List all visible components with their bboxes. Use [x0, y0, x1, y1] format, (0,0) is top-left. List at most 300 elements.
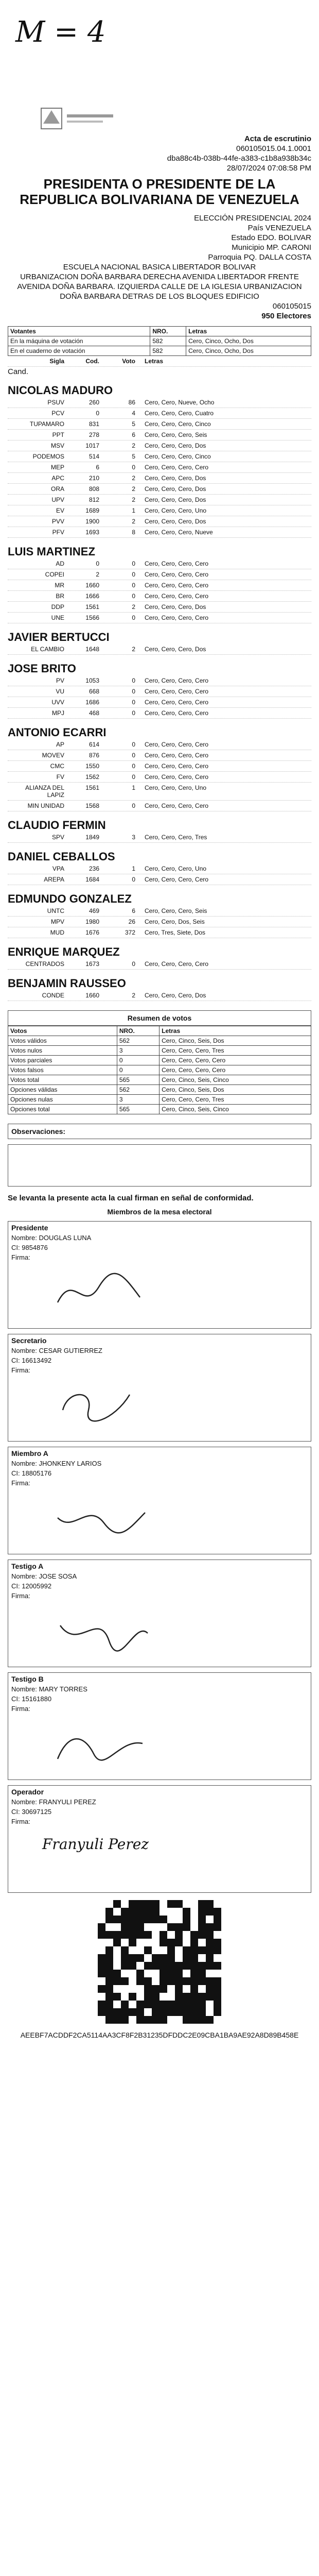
vote-row [8, 644, 311, 655]
header-voto: Voto [122, 358, 135, 365]
party-code: 1561 [85, 603, 99, 611]
party-votes-letters: Cero, Cero, Cero, Cero [145, 582, 209, 589]
member-box [8, 1785, 311, 1893]
electors-count: 950 Electores [261, 312, 311, 320]
header-cod: Cod. [85, 358, 99, 365]
party-votes: 0 [132, 688, 135, 695]
party-votes: 2 [132, 518, 135, 525]
party-sigla: TUPAMARO [29, 420, 64, 428]
party-votes-letters: Cero, Cero, Cero, Cero [145, 614, 209, 621]
closing-text: Se levanta la presente acta la cual firman en señal de conformidad. [8, 1194, 254, 1202]
vote-row [8, 863, 311, 874]
member-name: Nombre: FRANYULI PEREZ [11, 1798, 96, 1806]
party-sigla: CMC [50, 762, 64, 770]
signature-area [11, 1713, 308, 1774]
party-votes: 0 [132, 802, 135, 809]
member-ci: CI: 30697125 [11, 1808, 52, 1816]
party-code: 1660 [85, 992, 99, 999]
summary-cell: Cero, Cinco, Seis, Cinco [160, 1105, 311, 1114]
party-code: 614 [88, 741, 99, 748]
center-code: 060105015 [272, 302, 311, 311]
member-box [8, 1221, 311, 1329]
header-letras: Letras [145, 358, 164, 365]
center-address: URBANIZACION DOÑA BARBARA DERECHA AVENIDA LIBERTADOR FRENTE AVENIDA DOÑA BARBARA. IZQUIERDA CALLE DE LA IGLESIA URBANIZACION DOÑA BARBARA DETRAS DE LOS BLOQUES EDIFICIO [17, 273, 302, 301]
party-votes: 0 [132, 960, 135, 968]
parish: Parroquia PQ. DALLA COSTA [208, 253, 311, 262]
party-votes: 0 [132, 614, 135, 621]
vote-row [8, 959, 311, 970]
signature-icon [52, 1605, 155, 1656]
table-row [8, 1105, 311, 1114]
party-votes-letters: Cero, Cero, Cero, Tres [145, 834, 207, 841]
acta-serial: 060105015.04.1.0001 [236, 144, 311, 153]
voters-cell: En el cuaderno de votación [8, 346, 150, 356]
signature-area [11, 1261, 308, 1323]
party-sigla: ALIANZA DEL LAPIZ [25, 784, 64, 799]
vote-row [8, 591, 311, 602]
member-box [8, 1672, 311, 1780]
vote-row [8, 580, 311, 591]
vote-row [8, 495, 311, 505]
vote-row [8, 430, 311, 440]
party-votes-letters: Cero, Cero, Cero, Cero [145, 741, 209, 748]
summary-cell: Cero, Cinco, Seis, Dos [160, 1036, 311, 1046]
candidate-name: CLAUDIO FERMIN [8, 819, 106, 832]
party-sigla: BR [56, 592, 64, 600]
party-votes: 2 [132, 992, 135, 999]
party-votes-letters: Cero, Cero, Cero, Uno [145, 865, 207, 872]
summary-cell: 3 [117, 1095, 159, 1105]
party-votes: 2 [132, 485, 135, 493]
candidate-name: NICOLAS MADURO [8, 384, 113, 397]
party-sigla: UPV [51, 496, 64, 503]
party-sigla: MR [55, 582, 64, 589]
party-votes: 0 [132, 592, 135, 600]
party-votes: 0 [132, 876, 135, 883]
vote-row [8, 527, 311, 538]
party-votes-letters: Cero, Cero, Cero, Dos [145, 474, 206, 482]
party-code: 1561 [85, 784, 99, 791]
vote-row [8, 569, 311, 580]
party-sigla: PV [56, 677, 64, 684]
vote-row [8, 739, 311, 750]
vote-row [8, 419, 311, 430]
party-sigla: EL CAMBIO [31, 646, 64, 653]
party-sigla: UNE [51, 614, 64, 621]
member-firma: Firma: [11, 1705, 30, 1713]
party-votes-letters: Cero, Cero, Cero, Cero [145, 709, 209, 717]
party-votes: 1 [132, 507, 135, 514]
party-sigla: MOVEV [42, 752, 64, 759]
cne-logo-icon [36, 103, 118, 134]
members-title: Miembros de la mesa electoral [107, 1208, 212, 1216]
vote-row [8, 783, 311, 801]
vote-row [8, 917, 311, 927]
party-votes-letters: Cero, Cero, Dos, Seis [145, 918, 205, 925]
signature-area [11, 1825, 308, 1887]
member-name: Nombre: CESAR GUTIERREZ [11, 1347, 102, 1354]
party-votes-letters: Cero, Cero, Cero, Cero [145, 560, 209, 567]
table-row [8, 1095, 311, 1105]
summary-cell: Cero, Cinco, Seis, Cinco [160, 1075, 311, 1085]
party-votes-letters: Cero, Cero, Cero, Dos [145, 518, 206, 525]
member-role: Operador [11, 1788, 44, 1796]
vote-row [8, 686, 311, 697]
candidate-name: DANIEL CEBALLOS [8, 850, 115, 863]
party-votes: 0 [132, 709, 135, 717]
party-votes-letters: Cero, Cero, Cero, Cinco [145, 420, 211, 428]
party-votes-letters: Cero, Cero, Cero, Cero [145, 699, 209, 706]
signature-icon [52, 1379, 155, 1431]
center-name: ESCUELA NACIONAL BASICA LIBERTADOR BOLIVAR [63, 263, 256, 272]
header-cand: Cand. [8, 367, 29, 376]
party-sigla: AD [56, 560, 64, 567]
voters-cell: 582 [150, 346, 186, 356]
party-code: 1666 [85, 592, 99, 600]
summary-title: Resumen de votos [8, 1010, 311, 1026]
party-votes-letters: Cero, Cero, Cero, Cero [145, 464, 209, 471]
party-sigla: DDP [51, 603, 64, 611]
party-sigla: UVV [51, 699, 64, 706]
member-name: Nombre: MARY TORRES [11, 1685, 87, 1693]
summary-cell: 0 [117, 1056, 159, 1065]
party-sigla: MUD [50, 929, 64, 936]
member-firma: Firma: [11, 1818, 30, 1825]
party-votes: 372 [125, 929, 135, 936]
party-votes-letters: Cero, Cero, Nueve, Ocho [145, 399, 215, 406]
observations-label: Observaciones: [8, 1124, 311, 1139]
party-votes: 2 [132, 442, 135, 449]
vote-row [8, 505, 311, 516]
party-votes-letters: Cero, Cero, Cero, Cero [145, 677, 209, 684]
vote-row [8, 906, 311, 917]
table-row [8, 1065, 311, 1075]
party-code: 1849 [85, 834, 99, 841]
member-ci: CI: 15161880 [11, 1695, 52, 1703]
table-row [8, 1056, 311, 1065]
voters-header-votantes: Votantes [8, 327, 150, 336]
candidates-header [8, 356, 311, 367]
party-sigla: PVV [51, 518, 64, 525]
party-sigla: CONDE [42, 992, 64, 999]
summary-cell: Cero, Cinco, Seis, Dos [160, 1085, 311, 1095]
party-code: 876 [88, 752, 99, 759]
party-votes: 4 [132, 410, 135, 417]
party-votes-letters: Cero, Cero, Cero, Uno [145, 507, 207, 514]
party-votes: 0 [132, 773, 135, 781]
party-sigla: ORA [50, 485, 64, 493]
member-role: Secretario [11, 1336, 47, 1345]
summary-cell: Opciones nulas [8, 1095, 117, 1105]
candidate-name: EDMUNDO GONZALEZ [8, 892, 132, 905]
party-votes: 5 [132, 453, 135, 460]
party-votes-letters: Cero, Cero, Cero, Dos [145, 603, 206, 611]
party-votes-letters: Cero, Cero, Cero, Dos [145, 496, 206, 503]
party-code: 1550 [85, 762, 99, 770]
summary-header-letras: Letras [160, 1026, 311, 1036]
party-votes-letters: Cero, Cero, Cero, Dos [145, 485, 206, 493]
party-sigla: CENTRADOS [25, 960, 64, 968]
vote-row [8, 602, 311, 613]
summary-table [8, 1026, 311, 1114]
party-sigla: MIN UNIDAD [27, 802, 64, 809]
party-code: 1980 [85, 918, 99, 925]
vote-row [8, 473, 311, 484]
state: Estado EDO. BOLIVAR [231, 233, 311, 242]
party-votes: 0 [132, 677, 135, 684]
party-votes-letters: Cero, Cero, Cero, Dos [145, 442, 206, 449]
party-votes-letters: Cero, Cero, Cero, Cero [145, 773, 209, 781]
vote-row [8, 516, 311, 527]
summary-cell: Votos falsos [8, 1065, 117, 1075]
candidate-name: ENRIQUE MARQUEZ [8, 945, 120, 958]
party-code: 468 [88, 709, 99, 717]
member-ci: CI: 16613492 [11, 1357, 52, 1364]
party-votes: 0 [132, 582, 135, 589]
summary-cell: 3 [117, 1046, 159, 1056]
party-code: 1693 [85, 529, 99, 536]
party-votes: 0 [132, 699, 135, 706]
party-votes-letters: Cero, Cero, Cero, Uno [145, 784, 207, 791]
member-name: Nombre: JHONKENY LARIOS [11, 1460, 102, 1467]
party-votes: 6 [132, 907, 135, 914]
party-code: 1686 [85, 699, 99, 706]
candidate-name: BENJAMIN RAUSSEO [8, 977, 126, 990]
member-role: Testigo A [11, 1562, 44, 1570]
party-sigla: AP [56, 741, 64, 748]
table-row [8, 346, 311, 356]
party-code: 831 [88, 420, 99, 428]
party-code: 0 [96, 560, 99, 567]
summary-cell: 562 [117, 1036, 159, 1046]
party-code: 236 [88, 865, 99, 872]
voters-cell: Cero, Cinco, Ocho, Dos [186, 336, 311, 346]
party-code: 260 [88, 399, 99, 406]
party-votes-letters: Cero, Cero, Cero, Cero [145, 960, 209, 968]
signature-area [11, 1487, 308, 1549]
vote-row [8, 697, 311, 708]
summary-cell: Cero, Cero, Cero, Tres [160, 1046, 311, 1056]
party-votes: 0 [132, 560, 135, 567]
party-votes-letters: Cero, Cero, Cero, Cero [145, 802, 209, 809]
party-votes: 86 [128, 399, 135, 406]
vote-row [8, 451, 311, 462]
party-code: 1900 [85, 518, 99, 525]
members-list [8, 1221, 311, 1893]
acta-title: Acta de escrutinio [244, 134, 311, 143]
vote-row [8, 708, 311, 719]
vote-row [8, 440, 311, 451]
summary-cell: Cero, Cero, Cero, Cero [160, 1056, 311, 1065]
voters-cell: 582 [150, 336, 186, 346]
party-votes: 2 [132, 496, 135, 503]
party-votes: 1 [132, 784, 135, 791]
party-sigla: VU [56, 688, 64, 695]
handwritten-name: Franyuli Perez [42, 1836, 149, 1853]
party-code: 1053 [85, 677, 99, 684]
summary-header-votos: Votos [8, 1026, 117, 1036]
party-code: 514 [88, 453, 99, 460]
election-name: ELECCIÓN PRESIDENCIAL 2024 [194, 214, 311, 223]
voters-header-letras: Letras [186, 327, 311, 336]
summary-cell: Cero, Cero, Cero, Cero [160, 1065, 311, 1075]
member-name: Nombre: JOSE SOSA [11, 1572, 77, 1580]
vote-row [8, 484, 311, 495]
voters-cell: Cero, Cinco, Ocho, Dos [186, 346, 311, 356]
party-votes-letters: Cero, Cero, Cero, Seis [145, 907, 207, 914]
member-box [8, 1334, 311, 1442]
member-firma: Firma: [11, 1366, 30, 1374]
party-sigla: PCV [51, 410, 64, 417]
party-votes-letters: Cero, Cero, Cero, Cero [145, 571, 209, 578]
party-votes-letters: Cero, Cero, Cero, Cero [145, 752, 209, 759]
party-votes: 0 [132, 571, 135, 578]
party-votes: 0 [132, 741, 135, 748]
vote-row [8, 613, 311, 623]
summary-cell: 565 [117, 1075, 159, 1085]
party-votes: 1 [132, 865, 135, 872]
vote-row [8, 462, 311, 473]
candidate-name: JOSE BRITO [8, 662, 76, 675]
party-votes: 2 [132, 603, 135, 611]
member-firma: Firma: [11, 1592, 30, 1600]
party-sigla: MEP [50, 464, 64, 471]
vote-row [8, 990, 311, 1001]
party-votes: 0 [132, 762, 135, 770]
country: País VENEZUELA [247, 224, 311, 232]
summary-cell: Votos total [8, 1075, 117, 1085]
table-row [8, 1046, 311, 1056]
party-sigla: PFV [52, 529, 64, 536]
party-votes-letters: Cero, Tres, Siete, Dos [145, 929, 206, 936]
observations-box [8, 1144, 311, 1187]
party-votes: 2 [132, 646, 135, 653]
party-code: 6 [96, 464, 99, 471]
party-code: 1568 [85, 802, 99, 809]
header-sigla: Sigla [49, 358, 64, 365]
party-code: 1676 [85, 929, 99, 936]
party-votes-letters: Cero, Cero, Cero, Dos [145, 646, 206, 653]
member-ci: CI: 18805176 [11, 1469, 52, 1477]
signature-icon [52, 1718, 155, 1769]
party-code: 0 [96, 410, 99, 417]
party-sigla: APC [51, 474, 64, 482]
party-votes-letters: Cero, Cero, Cero, Seis [145, 431, 207, 438]
party-code: 2 [96, 571, 99, 578]
summary-cell: 0 [117, 1065, 159, 1075]
voters-table [8, 326, 311, 356]
voters-cell: En la máquina de votación [8, 336, 150, 346]
member-role: Miembro A [11, 1449, 48, 1458]
municipality: Municipio MP. CARONI [232, 243, 311, 252]
member-name: Nombre: DOUGLAS LUNA [11, 1234, 92, 1242]
summary-cell: Votos nulos [8, 1046, 117, 1056]
qr-code-icon [96, 1898, 223, 2026]
summary-cell: 562 [117, 1085, 159, 1095]
signature-icon [52, 1266, 155, 1318]
candidate-name: LUIS MARTINEZ [8, 545, 95, 558]
party-sigla: PODEMOS [32, 453, 64, 460]
party-votes: 0 [132, 464, 135, 471]
party-sigla: AREPA [44, 876, 64, 883]
vote-row [8, 408, 311, 419]
party-votes: 2 [132, 474, 135, 482]
party-sigla: PPT [52, 431, 64, 438]
member-ci: CI: 12005992 [11, 1582, 52, 1590]
vote-row [8, 927, 311, 938]
party-votes: 5 [132, 420, 135, 428]
party-code: 1660 [85, 582, 99, 589]
party-sigla: MPJ [52, 709, 64, 717]
acta-heading: PRESIDENTA O PRESIDENTE DE LA REPUBLICA BOLIVARIANA DE VENEZUELA [20, 176, 299, 207]
vote-row [8, 397, 311, 408]
party-code: 808 [88, 485, 99, 493]
vote-row [8, 675, 311, 686]
party-sigla: COPEI [45, 571, 64, 578]
party-code: 812 [88, 496, 99, 503]
member-role: Presidente [11, 1224, 48, 1232]
member-box [8, 1560, 311, 1667]
party-sigla: EV [56, 507, 64, 514]
party-sigla: SPV [51, 834, 64, 841]
party-sigla: PSUV [47, 399, 64, 406]
party-sigla: UNTC [47, 907, 64, 914]
party-votes: 3 [132, 834, 135, 841]
party-sigla: MSV [50, 442, 64, 449]
party-code: 1648 [85, 646, 99, 653]
member-firma: Firma: [11, 1479, 30, 1487]
voters-header-nro: NRO. [150, 327, 186, 336]
member-role: Testigo B [11, 1675, 44, 1683]
summary-cell: Votos válidos [8, 1036, 117, 1046]
party-votes: 26 [128, 918, 135, 925]
party-votes-letters: Cero, Cero, Cero, Dos [145, 992, 206, 999]
party-code: 1562 [85, 773, 99, 781]
party-votes: 6 [132, 431, 135, 438]
summary-cell: 565 [117, 1105, 159, 1114]
summary-cell: Cero, Cero, Cero, Tres [160, 1095, 311, 1105]
summary-cell: Opciones válidas [8, 1085, 117, 1095]
party-code: 1673 [85, 960, 99, 968]
table-row [8, 1085, 311, 1095]
member-ci: CI: 9854876 [11, 1244, 48, 1251]
table-row [8, 336, 311, 346]
party-sigla: MPV [50, 918, 64, 925]
table-row [8, 1075, 311, 1085]
vote-row [8, 761, 311, 772]
summary-header-nro: NRO. [117, 1026, 159, 1036]
footer-hash: AEEBF7ACDDF2CA5114AA3CF8F2B31235DFDDC2E09CBA1BA9AE92A8D89B458E [20, 2031, 299, 2039]
acta-hash-short: dba88c4b-038b-44fe-a383-c1b8a938b34c [167, 154, 311, 163]
party-votes-letters: Cero, Cero, Cero, Cero [145, 688, 209, 695]
member-box [8, 1447, 311, 1554]
signature-icon [52, 1492, 155, 1544]
vote-row [8, 874, 311, 885]
party-code: 278 [88, 431, 99, 438]
party-code: 469 [88, 907, 99, 914]
vote-row [8, 558, 311, 569]
party-votes-letters: Cero, Cero, Cero, Cero [145, 876, 209, 883]
acta-timestamp: 28/07/2024 07:08:58 PM [226, 164, 311, 173]
candidate-name: JAVIER BERTUCCI [8, 631, 110, 643]
party-votes-letters: Cero, Cero, Cero, Nueve [145, 529, 213, 536]
party-code: 1689 [85, 507, 99, 514]
signature-area [11, 1374, 308, 1436]
summary-cell: Votos parciales [8, 1056, 117, 1065]
party-votes: 0 [132, 752, 135, 759]
party-code: 1684 [85, 876, 99, 883]
party-code: 1017 [85, 442, 99, 449]
